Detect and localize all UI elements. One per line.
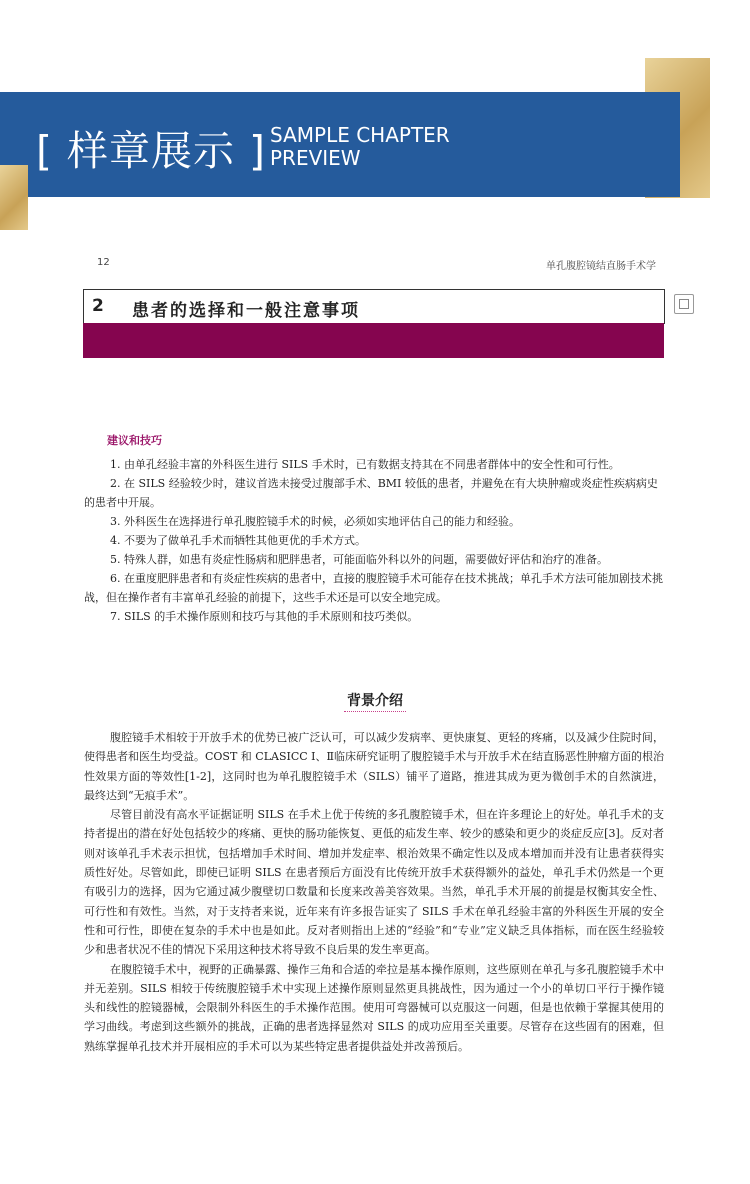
body-paragraph: 尽管目前没有高水平证据证明 SILS 在手术上优于传统的多孔腹腔镜手术，但在许多理论上的好处。单孔手术的支持者提出的潜在好处包括较少的疼痛、更快的肠功能恢复、更低的疝发生率、较少的感染和更少的炎症反应[3]。反对者则对该单孔手术表示担忧，包括增加手术时间、增加并发症率、根治效果不确定性以及成本增加而并没有让患者获得实质性好处。尽管如此，即使已证明 SILS 在患者预后方面没有比传统开放手术获得额外的益处，单孔手术仍然是一个更有吸引力的选择，因为它通过减少腹壁切口数量和长度来改善美容效果。当然，单孔手术开展的前提是权衡其安全性、可行性和有效性。当然，对于支持者来说，近年来有许多报告证实了 SILS 手术在单孔经验丰富的外科医生开展的安全性和可行性，即使在复杂的手术中也是如此。反对者则指出上述的“经验”和“专业”定义缺乏具体指标，而在医生经验较少和患者状况不佳的情况下采用这种技术将导致不良后果的发生率更高。: [84, 808, 664, 957]
scan-icon[interactable]: [674, 294, 694, 314]
banner-title-cn: [ 样章展示 ]: [36, 127, 267, 175]
tip-item: 5. 特殊人群，如患有炎症性肠病和肥胖患者，可能面临外科以外的问题，需要做好评估和治疗的准备。: [110, 553, 608, 566]
page-number: 12: [97, 257, 110, 268]
tips-list: [84, 455, 664, 626]
tip-item: 2. 在 SILS 经验较少时，建议首选未接受过腹部手术、BMI 较低的患者，并避免在有大块肿瘤或炎症性疾病病史的患者中开展。: [84, 477, 658, 509]
tip-item: 4. 不要为了做单孔手术而牺牲其他更优的手术方式。: [110, 534, 366, 547]
tip-item: 3. 外科医生在选择进行单孔腹腔镜手术的时候，必须如实地评估自己的能力和经验。: [110, 515, 520, 528]
tip-item: 1. 由单孔经验丰富的外科医生进行 SILS 手术时，已有数据支持其在不同患者群体中的安全性和可行性。: [110, 458, 620, 471]
body-paragraph: 腹腔镜手术相较于开放手术的优势已被广泛认可，可以减少发病率、更快康复、更轻的疼痛，以及减少住院时间，使得患者和医生均受益。COST 和 CLASICC Ⅰ、Ⅱ临床研究证明了腹腔镜手术与开放手术在结直肠恶性肿瘤方面的根治性效果方面的等效性[1-2]，这同时也为单孔腹腔镜手术（SILS）铺平了道路，推进其成为更为微创手术的自然演进，最终达到“无痕手术”。: [84, 731, 664, 802]
chapter-title: 患者的选择和一般注意事项: [132, 301, 360, 321]
tip-item: 7. SILS 的手术操作原则和技巧与其他的手术原则和技巧类似。: [110, 610, 419, 623]
tip-item: 6. 在重度肥胖患者和有炎症性疾病的患者中，直接的腹腔镜手术可能存在技术挑战；单孔手术方法可能加剧技术挑战，但在操作者有丰富单孔经验的前提下，这些手术还是可以安全地完成。: [84, 572, 663, 604]
tips-heading: 建议和技巧: [107, 434, 162, 447]
chapter-number: 2: [92, 296, 104, 316]
running-header-book-title: 单孔腹腔镜结直肠手术学: [546, 261, 656, 272]
background-heading-wrap: [0, 690, 750, 710]
body-paragraph: 在腹腔镜手术中，视野的正确暴露、操作三角和合适的牵拉是基本操作原则，这些原则在单孔与多孔腹腔镜手术中并无差别。SILS 相较于传统腹腔镜手术中实现上述操作原则显然更具挑战性，因为通过一个小的单切口平行于操作镜头和线性的腔镜器械，会限制外科医生的手术操作范围。使用可弯器械可以克服这一问题，但是也依赖于掌握其使用的学习曲线。考虑到这些额外的挑战，正确的患者选择显然对 SILS 的成功应用至关重要。尽管存在这些固有的困难，但熟练掌握单孔技术并开展相应的手术可以为某些特定患者提供益处并改善预后。: [84, 962, 664, 1053]
chapter-header: [83, 289, 665, 324]
background-body: [84, 728, 664, 1056]
background-heading: 背景介绍: [344, 693, 406, 712]
banner-title-en: SAMPLE CHAPTER PREVIEW: [270, 123, 450, 170]
chapter-color-bar: [83, 323, 664, 358]
gold-accent-left: [0, 165, 28, 230]
